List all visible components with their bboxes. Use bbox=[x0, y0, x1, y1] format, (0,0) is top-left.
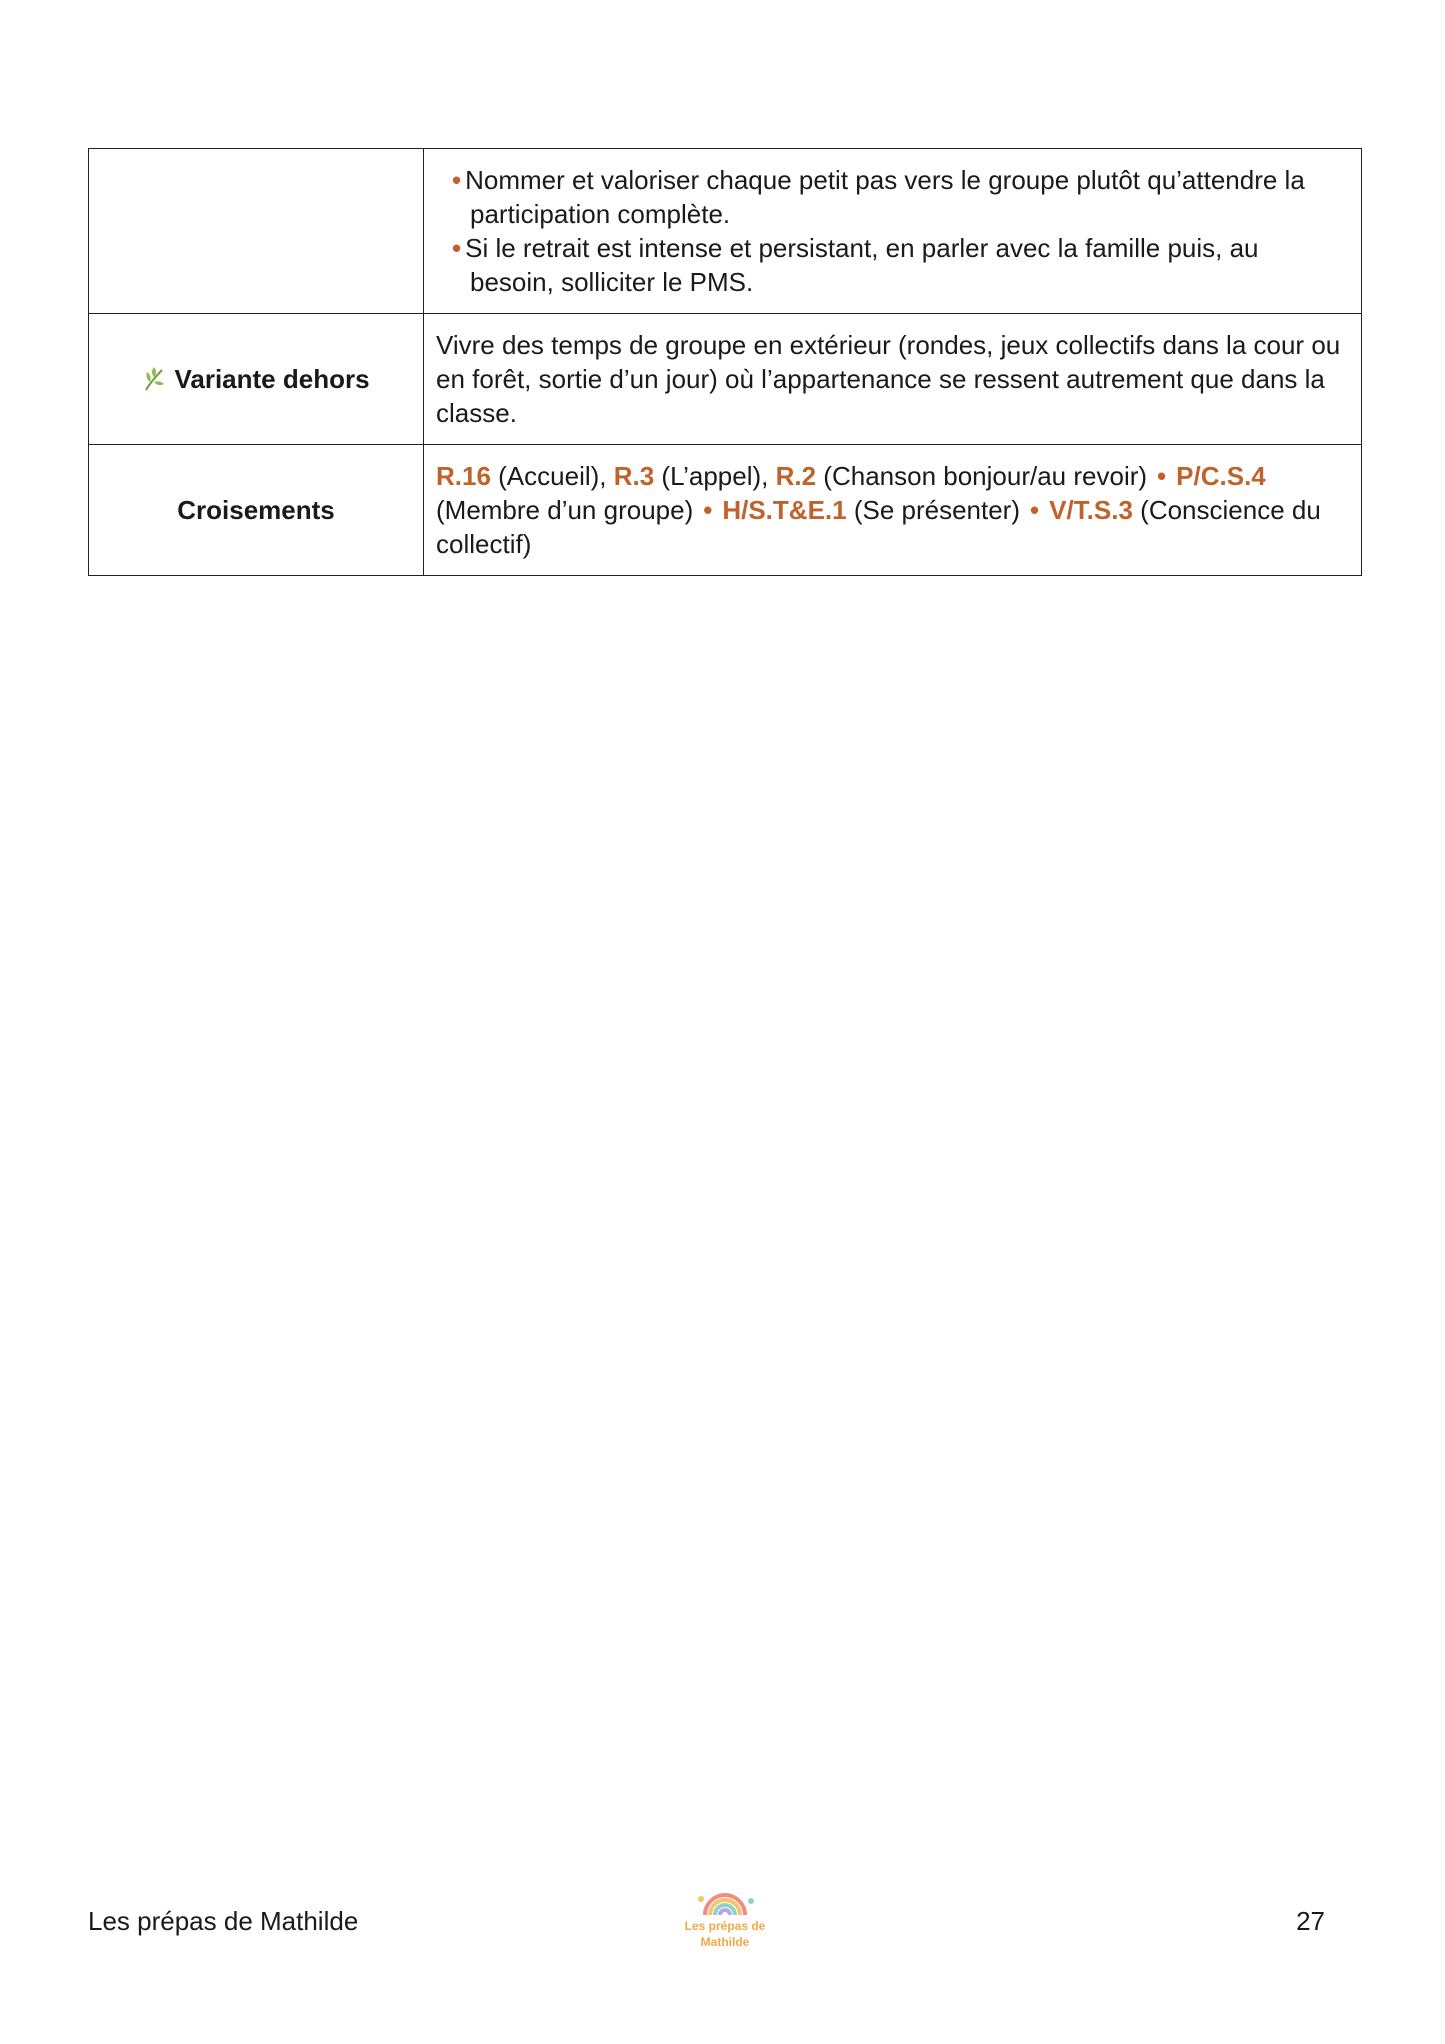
bullet-icon: • bbox=[452, 165, 462, 195]
ref-desc: (Membre d’un groupe) bbox=[436, 495, 694, 525]
ref-code: R.3 bbox=[613, 461, 655, 491]
logo-text: Les prépas de bbox=[684, 1919, 766, 1933]
page-number: 27 bbox=[1296, 1906, 1325, 1936]
row-content bbox=[424, 445, 1362, 576]
row-label bbox=[89, 149, 424, 314]
rainbow-icon bbox=[675, 1885, 775, 1919]
table-row bbox=[89, 314, 1362, 445]
brand-logo bbox=[675, 1885, 775, 1955]
ref-desc: (Conscience du collectif) bbox=[436, 495, 1321, 559]
list-item: • Si le retrait est intense et persistant, en parler avec la famille puis, au besoin, solliciter le PMS. bbox=[452, 233, 1259, 297]
separator-dot: • bbox=[1030, 495, 1040, 525]
table-row bbox=[89, 445, 1362, 576]
ref-code: V/T.S.3 bbox=[1049, 495, 1133, 525]
separator-dot: • bbox=[1157, 461, 1167, 491]
separator-dot: • bbox=[703, 495, 713, 525]
row-content bbox=[424, 149, 1362, 314]
logo-text: Mathilde bbox=[700, 1935, 750, 1949]
row-label: Variante dehors bbox=[89, 314, 424, 445]
leaf-icon bbox=[142, 366, 166, 392]
ref-desc: (L’appel), bbox=[654, 461, 776, 491]
row-content: Vivre des temps de groupe en extérieur (rondes, jeux collectifs dans la cour ou en forêt, sortie d’un jour) où l’appartenance se ressent autrement que dans la classe. bbox=[424, 314, 1362, 445]
ref-desc: (Accueil), bbox=[490, 461, 614, 491]
ref-desc: (Chanson bonjour/au revoir) bbox=[816, 461, 1148, 491]
table-row bbox=[89, 149, 1362, 314]
ref-desc: (Se présenter) bbox=[846, 495, 1020, 525]
info-table bbox=[88, 148, 1362, 576]
list-item: • Nommer et valoriser chaque petit pas vers le groupe plutôt qu’attendre la participation complète. bbox=[452, 165, 1305, 229]
ref-code: R.16 bbox=[436, 461, 491, 491]
bullet-icon: • bbox=[452, 233, 462, 263]
ref-code: H/S.T&E.1 bbox=[722, 495, 847, 525]
footer-title: Les prépas de Mathilde bbox=[88, 1906, 359, 1936]
ref-code: P/C.S.4 bbox=[1176, 461, 1266, 491]
ref-code: R.2 bbox=[775, 461, 817, 491]
row-label: Croisements bbox=[89, 445, 424, 576]
